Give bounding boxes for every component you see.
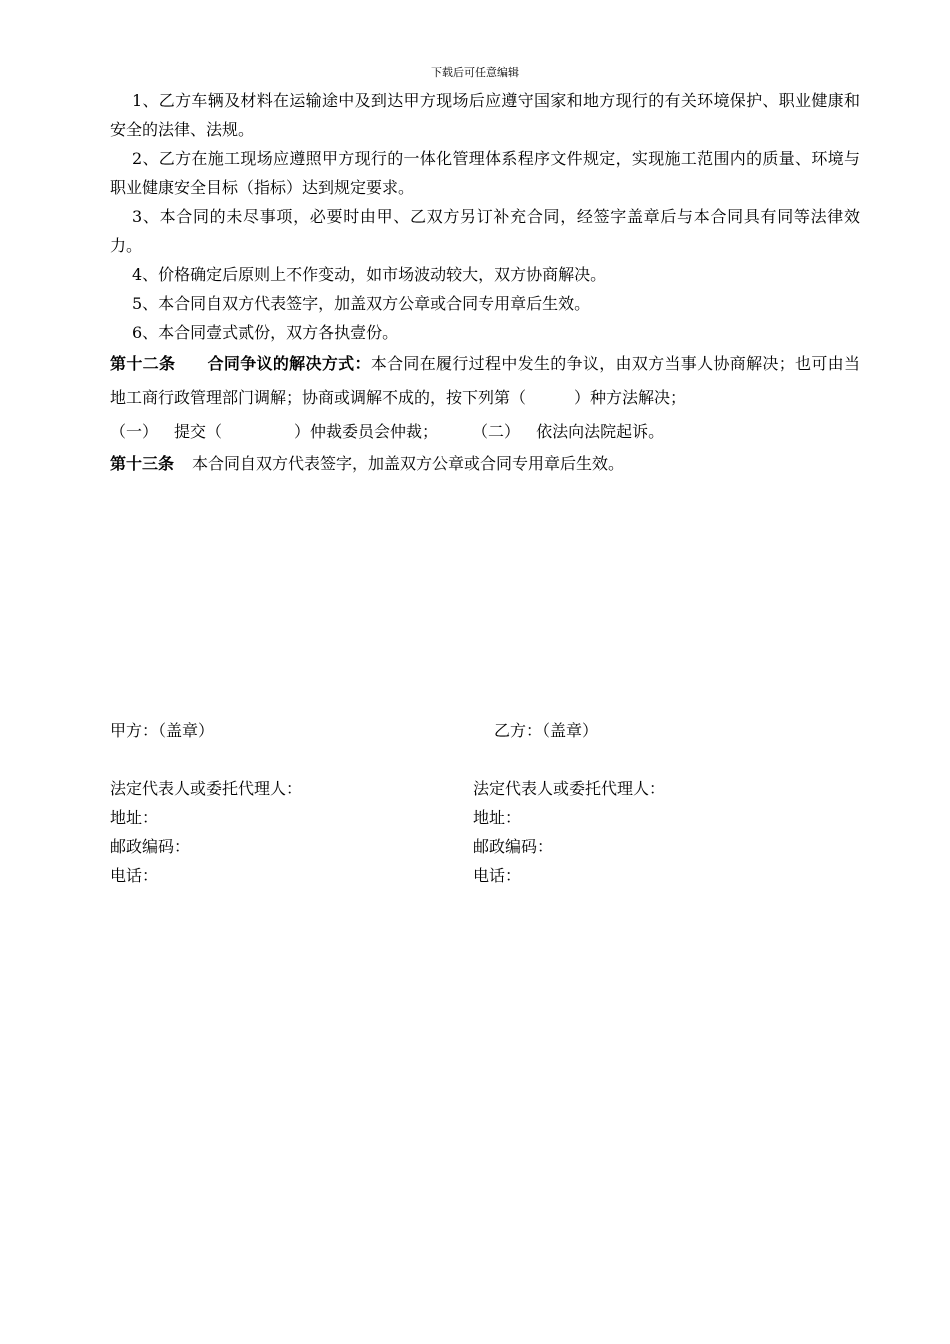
contract-body [110, 86, 860, 478]
clause-5: 5、本合同自双方代表签字，加盖双方公章或合同专用章后生效。 [132, 294, 591, 313]
article-12-text-end: ）种方法解决； [574, 388, 687, 407]
article-12 [110, 347, 860, 415]
article-12-text: 本合同在履行过程中发生的争议，由双方当事人协商解决；也可由当地工商行政管理部门调解；协商或调解不成的，按下列第（ [110, 354, 860, 407]
clause-4: 4、价格确定后原则上不作变动，如市场波动较大，双方协商解决。 [132, 265, 607, 284]
party-a-seal: 甲方：（盖章） [110, 721, 215, 740]
option-1-text-end: ）仲裁委员会仲裁； [294, 422, 439, 441]
clause-1: 1、乙方车辆及材料在运输途中及到达甲方现场后应遵守国家和地方现行的有关环境保护、职业健康和安全的法律、法规。 [110, 91, 860, 139]
resolution-options [110, 415, 860, 449]
party-b-seal: 乙方：（盖章） [494, 721, 599, 740]
article-12-title: 合同争议的解决方式： [207, 354, 371, 373]
party-b-column [473, 716, 665, 890]
party-a-address: 地址： [110, 808, 159, 827]
option-2-label: （二） [472, 422, 521, 441]
party-a-postcode: 邮政编码： [110, 837, 191, 856]
article-12-number: 第十二条 [110, 354, 176, 373]
party-b-postcode: 邮政编码： [473, 837, 554, 856]
article-13-number: 第十三条 [110, 454, 175, 473]
party-a-phone: 电话： [110, 866, 159, 885]
page-header: 下载后可任意编辑 [431, 66, 519, 79]
option-2-text: 依法向法院起诉。 [536, 422, 665, 441]
clause-6: 6、本合同壹式贰份，双方各执壹份。 [132, 323, 399, 342]
clause-3: 3、本合同的未尽事项，必要时由甲、乙双方另订补充合同，经签字盖章后与本合同具有同等法律效力。 [110, 207, 860, 255]
party-b-rep: 法定代表人或委托代理人： [473, 779, 666, 798]
party-b-address: 地址： [473, 808, 522, 827]
article-13 [110, 449, 860, 478]
party-a-column [110, 716, 302, 890]
option-1-label: （一） [110, 422, 159, 441]
option-1-text: 提交（ [174, 422, 223, 441]
party-b-phone: 电话： [473, 866, 522, 885]
article-13-text: 本合同自双方代表签字，加盖双方公章或合同专用章后生效。 [192, 454, 625, 473]
party-a-rep: 法定代表人或委托代理人： [110, 779, 303, 798]
clause-2: 2、乙方在施工现场应遵照甲方现行的一体化管理体系程序文件规定，实现施工范围内的质量、环境与职业健康安全目标（指标）达到规定要求。 [110, 149, 860, 197]
